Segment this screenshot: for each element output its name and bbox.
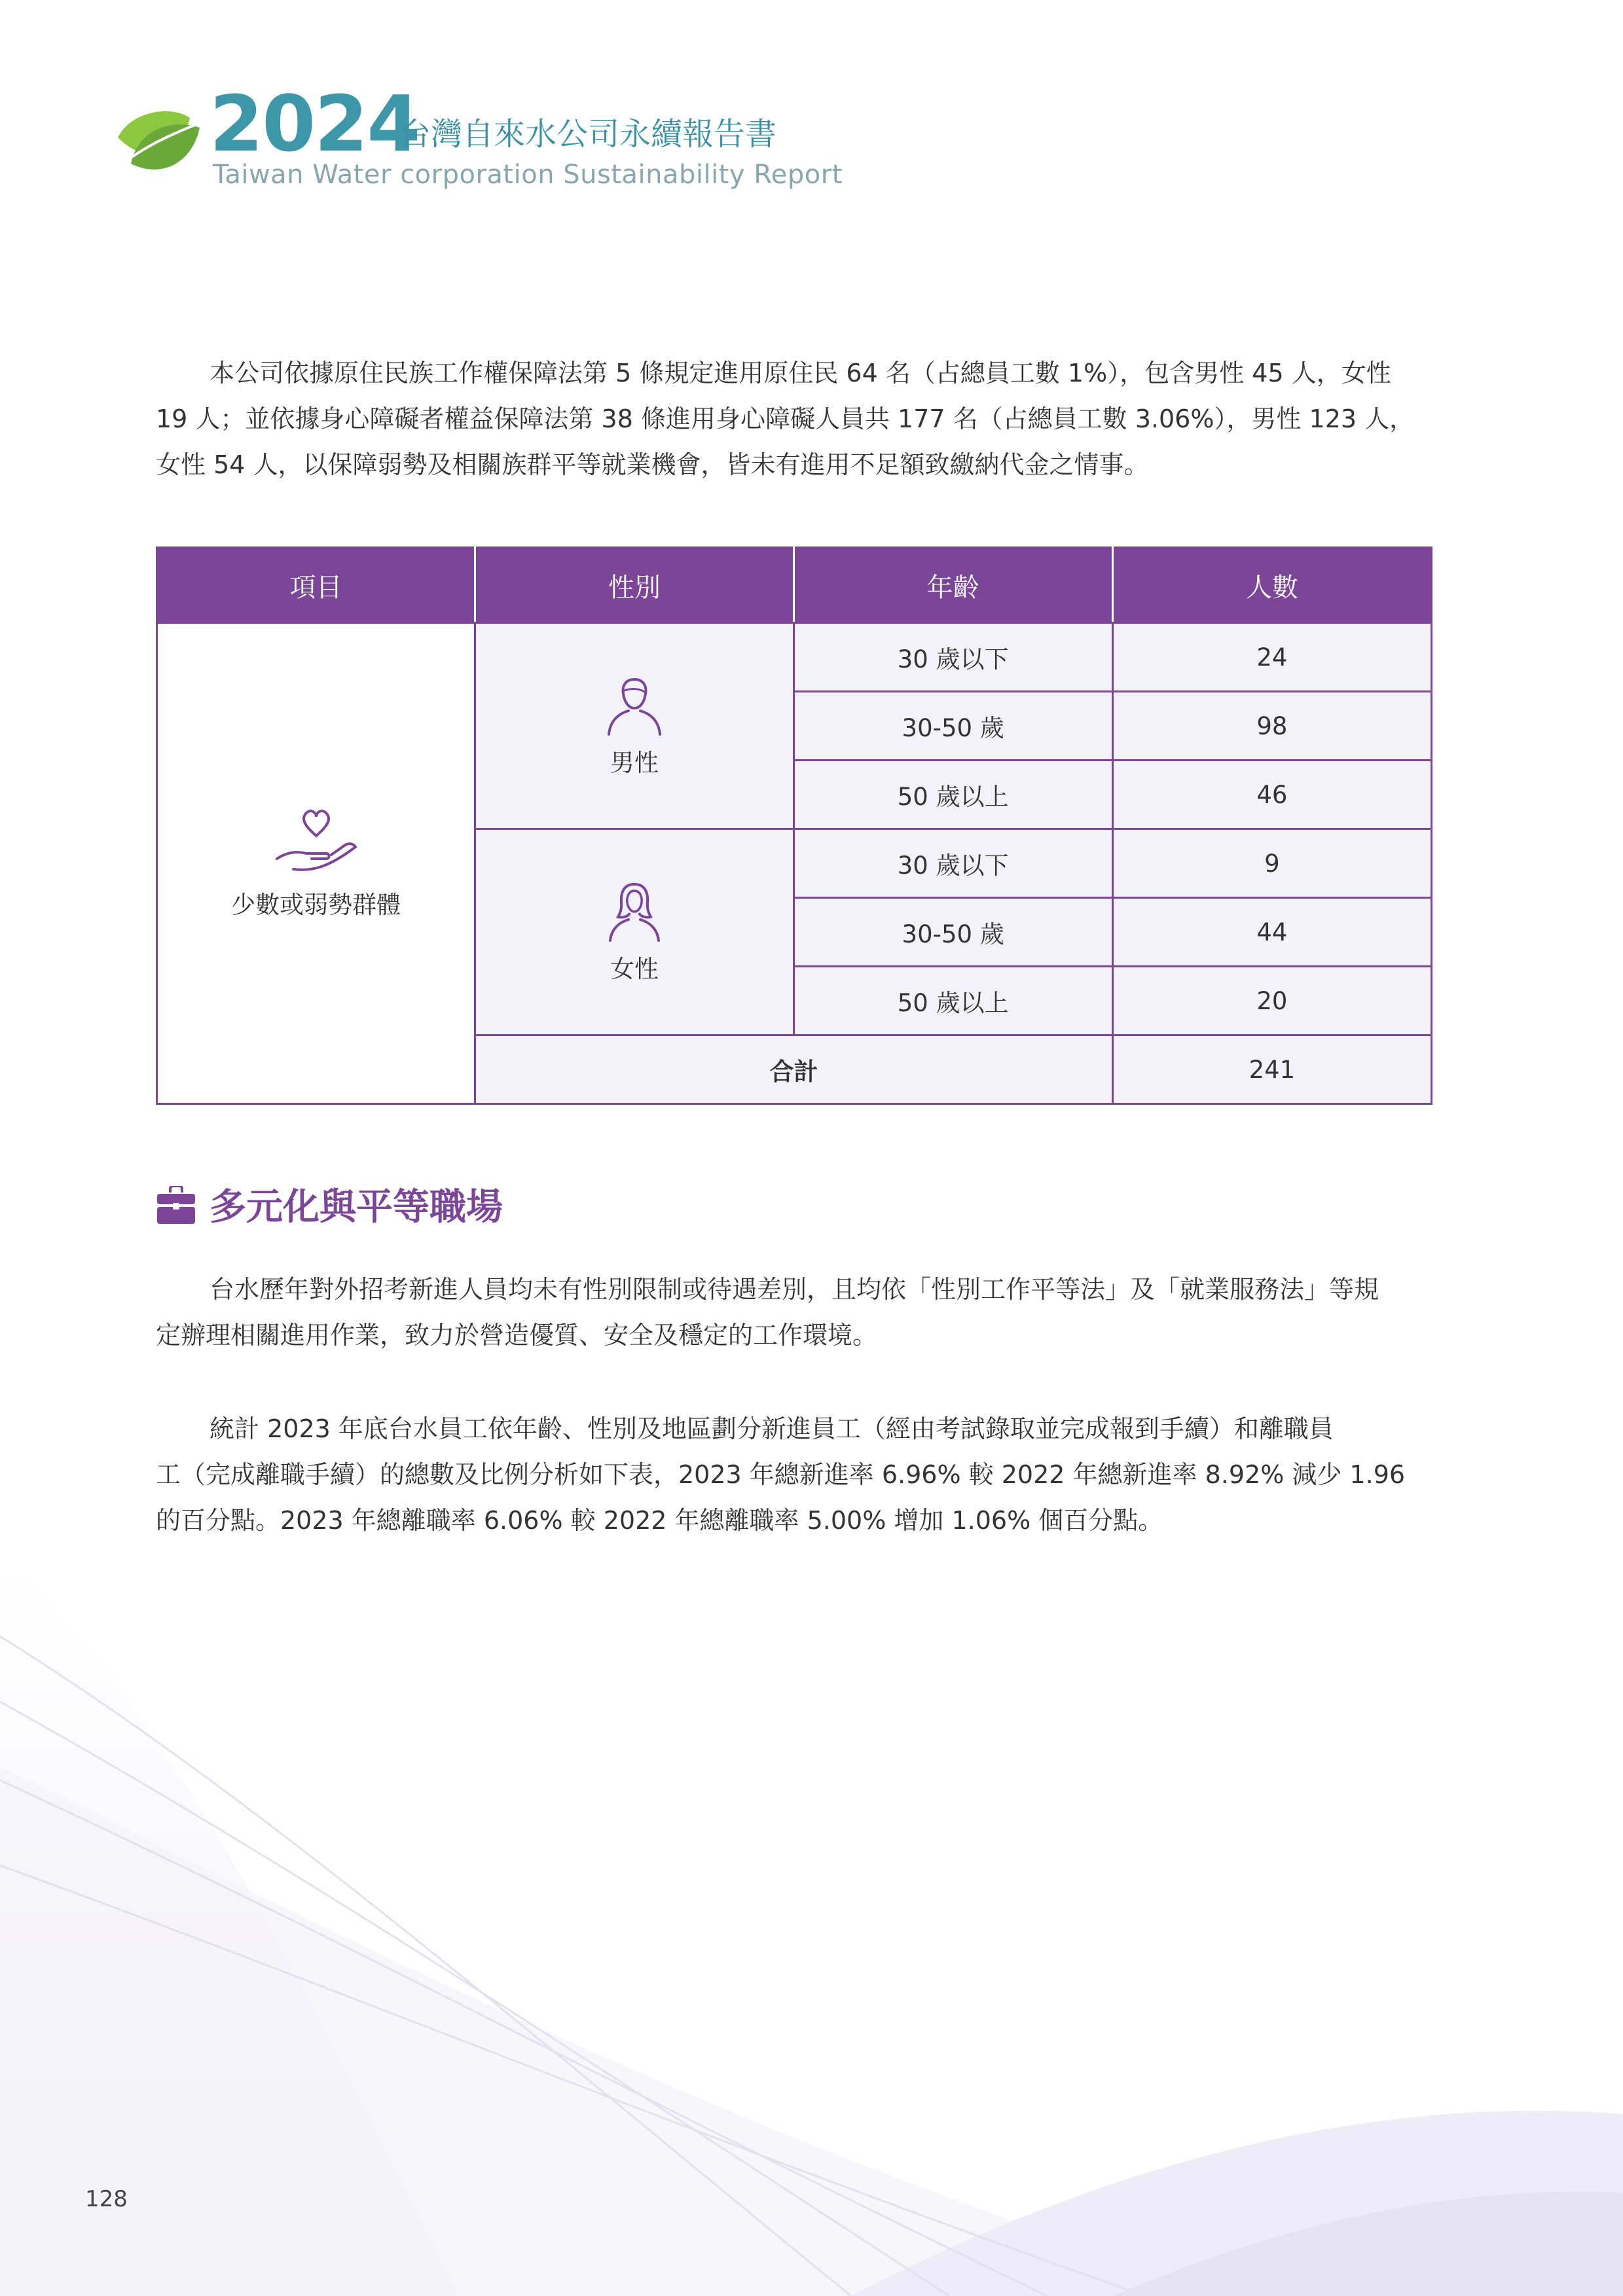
leaf-logo-icon — [111, 98, 203, 183]
section-title: 多元化與平等職場 — [210, 1186, 503, 1229]
age-cell: 50 歲以上 — [793, 761, 1112, 829]
header-item: 項目 — [157, 548, 475, 623]
header-age: 年齡 — [793, 548, 1112, 623]
male-label: 男性 — [610, 748, 659, 777]
male-person-icon — [605, 674, 664, 736]
group-label: 少數或弱勢群體 — [231, 891, 401, 919]
minority-employee-table — [156, 547, 1432, 1105]
female-label: 女性 — [610, 954, 659, 983]
total-value: 241 — [1112, 1035, 1431, 1104]
age-cell: 30-50 歲 — [793, 692, 1112, 761]
header-count: 人數 — [1112, 548, 1431, 623]
count-cell: 44 — [1112, 898, 1431, 967]
report-title-zh: 台灣自來水公司永續報告書 — [399, 116, 777, 152]
report-header — [111, 79, 897, 196]
section-paragraph-1 — [156, 1266, 1432, 1358]
age-cell: 50 歲以上 — [793, 967, 1112, 1035]
page-number: 128 — [85, 2186, 128, 2212]
count-cell: 20 — [1112, 967, 1431, 1035]
intro-line-1: 本公司依據原住民族工作權保障法第 5 條規定進用原住民 64 名（占總員工數 1%），包含男性 45 人，女性 — [210, 359, 1391, 387]
section-p2-line-1: 統計 2023 年底台水員工依年齡、性別及地區劃分新進員工（經由考試錄取並完成報到手續）和離職員 — [210, 1414, 1334, 1443]
count-cell: 46 — [1112, 761, 1431, 829]
section-paragraph-2 — [156, 1406, 1432, 1543]
intro-line-2: 19 人；並依據身心障礙者權益保障法第 38 條進用身心障礙人員共 177 名（占總員工數 3.06%），男性 123 人， — [156, 404, 1415, 433]
age-cell: 30 歲以下 — [793, 623, 1112, 692]
section-p1-line-2: 定辦理相關進用作業，致力於營造優質、安全及穩定的工作環境。 — [156, 1321, 878, 1350]
female-cell — [475, 829, 793, 1035]
count-cell: 98 — [1112, 692, 1431, 761]
intro-line-3: 女性 54 人，以保障弱勢及相關族群平等就業機會，皆未有進用不足額致繳納代金之情事。 — [156, 450, 1149, 479]
age-cell: 30 歲以下 — [793, 829, 1112, 898]
report-title-en: Taiwan Water corporation Sustainability Report — [213, 160, 843, 190]
male-cell — [475, 623, 793, 829]
count-cell: 24 — [1112, 623, 1431, 692]
count-cell: 9 — [1112, 829, 1431, 898]
female-person-icon — [605, 880, 664, 942]
intro-paragraph — [156, 350, 1432, 488]
total-label: 合計 — [475, 1035, 1112, 1104]
table-header-row — [157, 548, 1432, 623]
briefcase-icon — [156, 1186, 196, 1225]
hand-heart-icon — [274, 806, 359, 878]
section-p2-line-3: 的百分點。2023 年總離職率 6.06% 較 2022 年總離職率 5.00% 增加 1.06% 個百分點。 — [156, 1506, 1163, 1535]
header-gender: 性別 — [475, 548, 793, 623]
table-row — [157, 623, 1432, 692]
age-cell: 30-50 歲 — [793, 898, 1112, 967]
group-cell — [157, 623, 475, 1104]
section-p1-line-1: 台水歷年對外招考新進人員均未有性別限制或待遇差別，且均依「性別工作平等法」及「就業服務法」等規 — [210, 1275, 1379, 1304]
report-year: 2024 — [210, 79, 420, 169]
section-p2-line-2: 工（完成離職手續）的總數及比例分析如下表，2023 年總新進率 6.96% 較 2022 年總新進率 8.92% 減少 1.96 — [156, 1460, 1406, 1489]
